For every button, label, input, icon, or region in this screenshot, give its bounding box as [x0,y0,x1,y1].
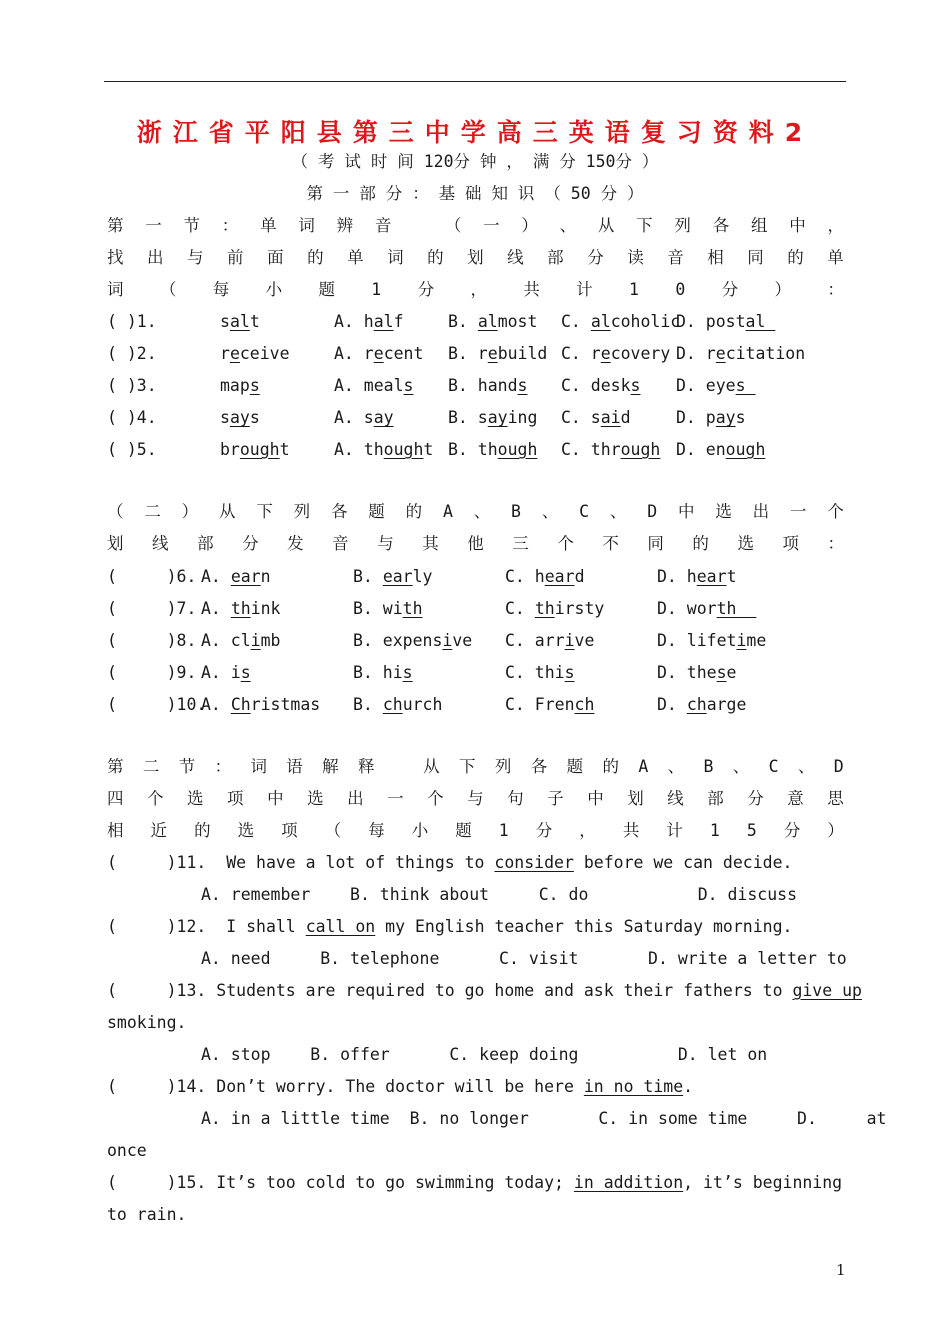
option-b: B. rebuild [448,344,548,363]
option-b: B. expensive [353,631,473,650]
option-d: D. enough [676,440,766,459]
question-15-continued: to rain. [107,1205,187,1224]
header-rule [104,81,846,82]
instruction-line: 第 二 节 ： 词 语 解 释 从 下 列 各 题 的 A 、 B 、 C 、 D [107,757,844,776]
instruction-line: 四 个 选 项 中 选 出 一 个 与 句 子 中 划 线 部 分 意 思 [107,789,844,808]
page-number: 1 [836,1261,846,1279]
question-number: ( )9. [107,663,197,682]
instruction-line: 划 线 部 分 发 音 与 其 他 三 个 不 同 的 选 项 ： [107,534,844,553]
option-c: C. arrive [505,631,595,650]
question-number: ( )10. [107,695,207,714]
option-b: B. church [353,695,443,714]
option-d: D. heart [657,567,737,586]
key-word: maps [220,376,260,395]
option-c: C. heard [505,567,585,586]
option-b: B. early [353,567,433,586]
key-word: receive [220,344,290,363]
question-number: ( )7. [107,599,197,618]
part-heading: 第 一 部 分 ： 基 础 知 识 （ 50 分 ） [306,184,644,203]
question-number: ( )1. [107,312,157,331]
option-a: A. meals [334,376,414,395]
option-c: C. said [561,408,631,427]
question-13: ( )13. Students are required to go home and ask their fathers to give up [107,981,862,1000]
question-number: ( )6. [107,567,197,586]
option-b: B. hands [448,376,528,395]
key-word: says [220,408,260,427]
option-d: D. these [657,663,737,682]
option-c: C. this [505,663,575,682]
option-c: C. thirsty [505,599,605,618]
question-number: ( )4. [107,408,157,427]
instruction-line: （ 二 ） 从 下 列 各 题 的 A 、 B 、 C 、 D 中 选 出 一 个 [107,502,844,521]
option-d: D. pays [676,408,746,427]
instruction-line: 第 一 节 ： 单 词 辨 音 （ 一 ） 、 从 下 列 各 组 中 ， [107,216,844,235]
option-d: D. worth [657,599,757,618]
option-c: C. alcoholic [561,312,681,331]
instruction-line: 相 近 的 选 项 （ 每 小 题 1 分 ， 共 计 1 5 分 ） [107,821,844,840]
option-b: B. with [353,599,423,618]
question-13-options: A. stop B. offer C. keep doing D. let on [201,1045,768,1064]
option-a: A. earn [201,567,271,586]
question-11: ( )11. We have a lot of things to consider before we can decide. [107,853,793,872]
option-d: D. charge [657,695,747,714]
option-b: B. almost [448,312,538,331]
option-d: D. eyes [676,376,756,395]
option-b: B. saying [448,408,538,427]
option-a: A. recent [334,344,424,363]
question-number: ( )3. [107,376,157,395]
option-d: D. lifetime [657,631,767,650]
option-c: C. recovery [561,344,671,363]
option-c: C. desks [561,376,641,395]
instruction-line: 词 （ 每 小 题 1 分 ， 共 计 1 0 分 ） ： [107,280,844,299]
option-a: A. Christmas [201,695,321,714]
option-a: A. think [201,599,281,618]
key-word: brought [220,440,290,459]
option-b: B. his [353,663,413,682]
option-a: A. is [201,663,251,682]
question-number: ( )8. [107,631,197,650]
option-a: A. climb [201,631,281,650]
instruction-line: 找 出 与 前 面 的 单 词 的 划 线 部 分 读 音 相 同 的 单 [107,248,844,267]
question-14-continued: once [107,1141,147,1160]
question-number: ( )5. [107,440,157,459]
option-c: C. through [561,440,661,459]
question-13-continued: smoking. [107,1013,187,1032]
page-title: 浙江省平阳县第三中学高三英语复习资料2 [136,118,814,147]
question-12-options: A. need B. telephone C. visit D. write a letter to [201,949,847,968]
subtitle: （ 考 试 时 间 120分 钟 ， 满 分 150分 ） [291,152,659,171]
key-word: salt [220,312,260,331]
question-number: ( )2. [107,344,157,363]
question-14: ( )14. Don’t worry. The doctor will be here in no time. [107,1077,694,1096]
question-15: ( )15. It’s too cold to go swimming today; in addition, it’s beginning [107,1173,843,1192]
question-12: ( )12. I shall call on my English teacher this Saturday morning. [107,917,793,936]
option-b: B. though [448,440,538,459]
option-d: D. recitation [676,344,806,363]
question-11-options: A. remember B. think about C. do D. discuss [201,885,798,904]
option-d: D. postal [676,312,776,331]
option-a: A. say [334,408,394,427]
option-a: A. thought [334,440,434,459]
question-14-options: A. in a little time B. no longer C. in some time D. at [201,1109,887,1128]
option-c: C. French [505,695,595,714]
option-a: A. half [334,312,404,331]
